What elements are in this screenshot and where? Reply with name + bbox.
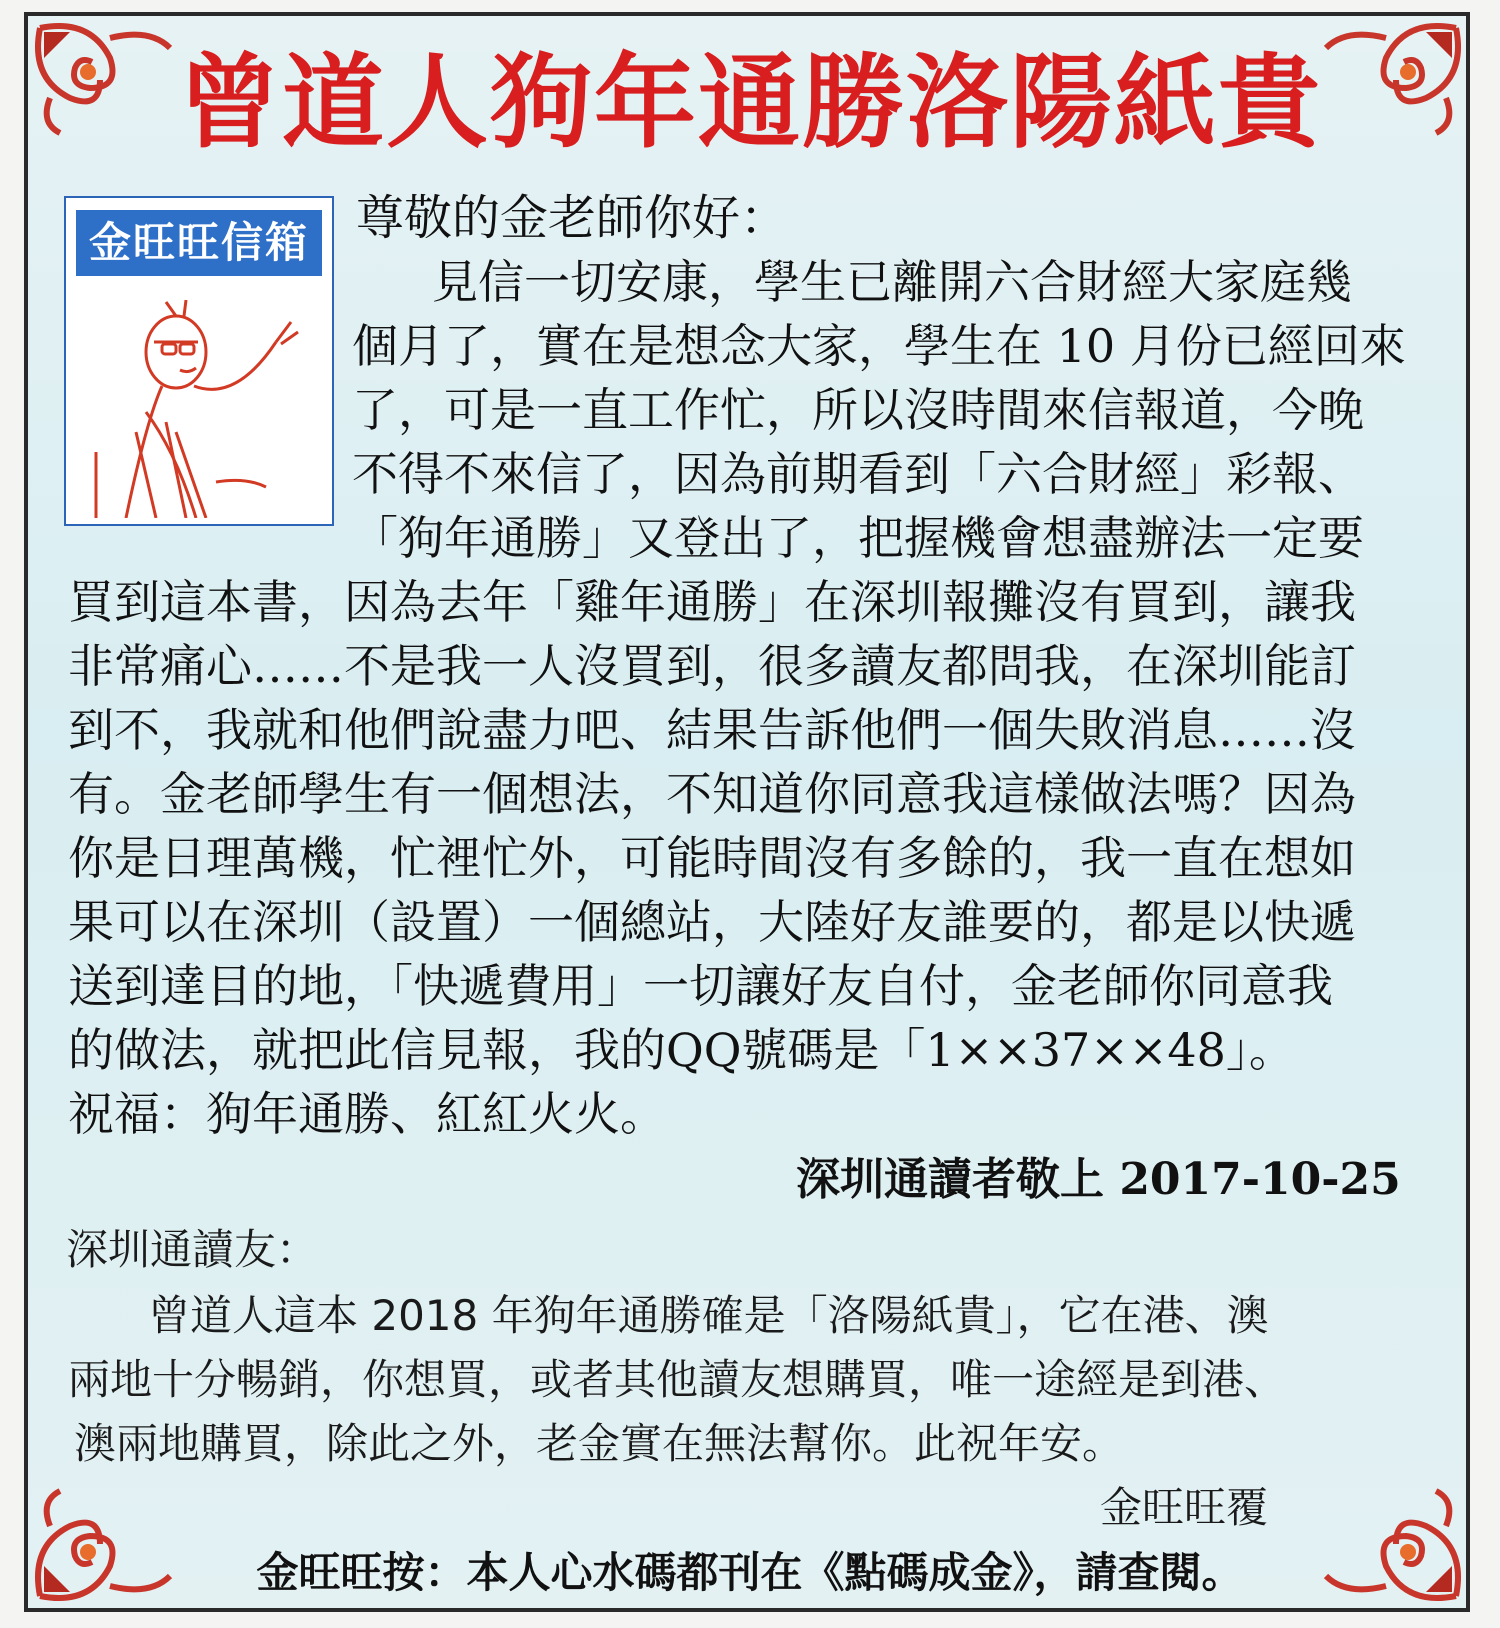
letter-signature: 深圳通讀者敬上 2017-10-25 bbox=[796, 1154, 1401, 1205]
letter-line: 個月了，實在是想念大家，學生在 10 月份已經回來 bbox=[352, 319, 1406, 373]
headline: 曾道人狗年通勝洛陽紙貴 bbox=[178, 43, 1322, 163]
reply-salutation: 深圳通讀友： bbox=[66, 1225, 319, 1274]
letter-line: 了，可是一直工作忙，所以沒時間來信報道，今晚 bbox=[352, 383, 1364, 437]
letter-line: 買到這本書，因為去年「雞年通勝」在深圳報攤沒有買到，讓我 bbox=[68, 575, 1356, 629]
letter-line: 見信一切安康，學生已離開六合財經大家庭幾 bbox=[432, 255, 1352, 309]
letter-line: 不得不來信了，因為前期看到「六合財經」彩報、 bbox=[352, 447, 1364, 501]
reply-line: 澳兩地購買，除此之外，老金實在無法幫你。此祝年安。 bbox=[74, 1419, 1125, 1468]
letter-line: 到不，我就和他們說盡力吧、結果告訴他們一個失敗消息……沒 bbox=[68, 703, 1356, 757]
letter-line: 送到達目的地，「快遞費用」一切讓好友自付，金老師你同意我 bbox=[68, 959, 1333, 1013]
letter-line: 你是日理萬機，忙裡忙外，可能時間沒有多餘的，我一直在想如 bbox=[68, 831, 1356, 885]
reply-line: 曾道人這本 2018 年狗年通勝確是「洛陽紙貴」，它在港、澳 bbox=[148, 1291, 1269, 1340]
letter-line: 「狗年通勝」又登出了，把握機會想盡辦法一定要 bbox=[352, 511, 1364, 565]
letter-line: 非常痛心……不是我一人沒買到，很多讀友都問我，在深圳能訂 bbox=[68, 639, 1356, 693]
letter-line: 祝福：狗年通勝、紅紅火火。 bbox=[68, 1087, 666, 1141]
editor-note: 金旺旺按：本人心水碼都刊在《點碼成金》，請查閱。 bbox=[256, 1548, 1244, 1597]
letter-line: 果可以在深圳（設置）一個總站，大陸好友誰要的，都是以快遞 bbox=[68, 895, 1356, 949]
letter-line: 有。金老師學生有一個想法，不知道你同意我這樣做法嗎？因為 bbox=[68, 767, 1356, 821]
letter-line: 的做法，就把此信見報，我的QQ號碼是「1××37××48」。 bbox=[68, 1023, 1295, 1077]
letter-greeting: 尊敬的金老師你好： bbox=[356, 190, 789, 246]
column-logo bbox=[64, 196, 334, 526]
column-logo-label: 金旺旺信箱 bbox=[76, 210, 322, 276]
reply-signature: 金旺旺覆 bbox=[1100, 1483, 1269, 1532]
teacher-illustration bbox=[76, 282, 322, 518]
reply-line: 兩地十分暢銷，你想買，或者其他讀友想購買，唯一途經是到港、 bbox=[68, 1355, 1287, 1404]
